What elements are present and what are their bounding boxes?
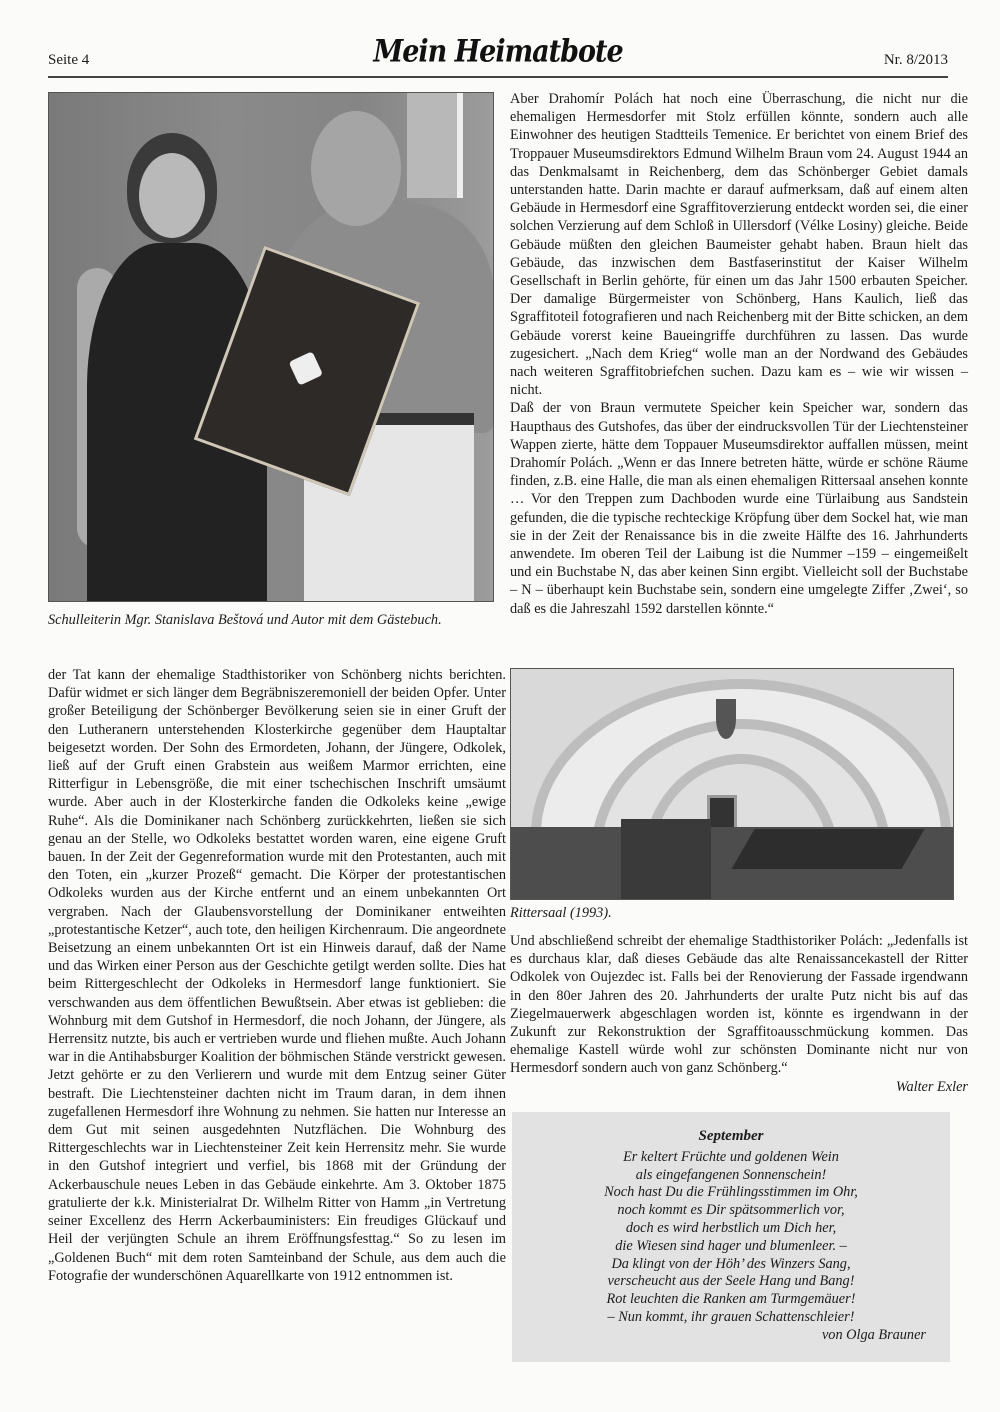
article-author: Walter Exler (895, 1078, 968, 1095)
poem-line: Er keltert Früchte und goldenen Wein (623, 1148, 839, 1165)
article-paragraph: Und abschließend schreibt der ehemalige Stadthistoriker Polách: „Jedenfalls ist es durchaus klar, daß dieses Gebäude das alte Renaissancekastell der Ritter Odkolek von Oujezdec ist. Falls bei der Renovierung der Fassade irgendwann in den 80er Jahren des 20. Jahrhunderts der uralte Putz nicht bis auf das Ziegelmauerwerk abgeschlagen worden ist, könnte es irgendwann in der Zukunft zur Rekonstruktion der Sgraffitoausschmückung kommen. Das ehemalige Kastell würde wohl zur schönsten Dominante nicht nur von Hermesdorf sondern auch von ganz Schönberg.“ (510, 933, 968, 1077)
poem-line: doch es wird herbstlich um Dich her, (625, 1219, 837, 1236)
poem-line: als eingefangenen Sonnenschein! (635, 1166, 827, 1183)
poem-line: noch kommt es Dir spätsommerlich vor, (617, 1202, 845, 1219)
poem-line: Noch hast Du die Frühlingsstimmen im Ohr, (604, 1184, 858, 1201)
photo-rittersaal (510, 668, 954, 900)
wall-painting (407, 93, 463, 198)
article-paragraph: Aber Drahomír Polách hat noch eine Überraschung, die nicht nur die ehemaligen Hermesdorfer mit Stolz erfüllen könnte, sondern auch alle Einwohner des heutigen Stadtteils Temenice. Er berichtet von einem Brief des Troppauer Museumsdirektors Edmund Wilhelm Braun vom 24. August 1944 an das Denkmalsamt in Reichenberg, dem das Schönberger Gebiet damals unterstanden hatte. Darin machte er darauf aufmerksam, daß auf einem alten Gebäude in Hermesdorf eine Sgraffitoverzierung entdeckt worden sei, die einer solchen Verzierung auf dem Schloß in Ullersdorf (Vélke Losiny) gleiche. Beide Gebäude müßten den gleichen Baumeister gehabt haben. Braun hielt das Gebäude, das inzwischen dem Bastfaserinstitut der Kaiser Wilhelm Gesellschaft in Berlin gehörte, für einen um das Jahr 1500 erbauten Speicher. Der damalige Bürgermeister von Schönberg, Hans Kaulich, ließ das Sgraffitoteil fotografieren und nach Reichenberg mit der Bitte schicken, an dem Gebäude vorerst keine Baueingriffe durchführen zu lassen. Das wurde zugesichert. „Nach dem Krieg“ wolle man an der Nordwand des Gebäudes nach weiteren Sgraffitobriefchen suchen. Dazu kam es – wie wir wissen – nicht. (510, 91, 968, 399)
photo-caption: Schulleiterin Mgr. Stanislava Beštová und Autor mit dem Gästebuch. (48, 612, 442, 628)
photo-caption: Rittersaal (1993). (510, 905, 612, 921)
poem-line: verscheucht aus der Seele Hang und Bang! (607, 1273, 855, 1290)
figure-woman-face (139, 153, 205, 238)
page-header (48, 33, 948, 78)
right-column-bottom (510, 932, 968, 1096)
article-paragraph: der Tat kann der ehemalige Stadthistoriker von Schönberg nichts berichten. Dafür widmet er sich länger dem Begräbniszeremoniell der beiden Opfer. Unter großer Beteiligung der Schönberger Bevölkerung seien sie in einer Gruft der den Lutheranern unterstehenden Klosterkirche gegenüber dem Hauptaltar beigesetzt worden. Der Sohn des Ermordeten, Johann, der Jüngere, Odkolek, ließ auf der Gruft einen Grabstein aus weißem Marmor errichten, eine Ritterfigur in Lebensgröße, die mit einer tschechischen Inschrift umsäumt wurde. Aber auch in der Klosterkirche fanden die Odkoleks keine „ewige Ruhe“. Als die Dominikaner nach Schönberg zurückkehrten, ließen sie sich genau an der Stelle, wo Odkoleks bestattet worden waren, eine eigene Gruft bauen. In der Zeit der Gegenreformation wurde mit den Protestanten, auch mit den Toten, ein „kurzer Prozeß“ gemacht. Die Körper der protestantischen Odkoleks wurden aus der Kirche entfernt und an einem unbekannten Ort vergraben. Nach der Glaubensvorstellung der Dominikaner entweihten „protestantische Ketzer“, auch tote, den heiligen Kirchenraum. Die angeordnete Beisetzung an einem unbekannten Ort ist ein Hinweis darauf, daß der Name und das Wirken einer Person aus der Geschichte getilgt werden sollte. Dies hat beim Rittergeschlecht der Odkoleks in Hermesdorf lange funktioniert. Sie verschwanden aus dem öffentlichen Bewußtsein. Aber etwas ist geblieben: die Wohnburg mit dem Gutshof in Hermesdorf, die noch Johann, der Jüngere, als Herrensitz nutzte, bis auch er vertrieben wurde und fliehen mußte. Auch Johann war in die Antihabsburger Koalition der böhmischen Stände verstrickt gewesen. Jetzt gehörte er zu den Verlierern und wurde mit dem Entzug seiner Güter bestraft. Die Liechtensteiner dachten nicht im Traum daran, in dem ihnen zugefallenen Hermesdorf ihre Wohnung zu nehmen. Sie hatten nur Interesse an dem Gut mit seinen ausgedehnten Nutzflächen. Die Wohnburg des Rittergeschlechts war in Liechtensteiner Zeit kein Herrensitz mehr. Sie wurde in den Gutshof integriert und verfiel, bis 1868 mit der Gründung der Ackerbauschule neues Leben in das Gebäude einkehrte. Am 3. Oktober 1875 gratulierte der k.k. Ministerialrat Dr. Wilhelm Ritter von Hamm „in Vertretung seiner Excellenz des Herrn Ackerbauministers: Ein freudiges Glückauf und Heil der verjüngten Schule an ihrem Eröffnungsfesttag.“ So zu lesen im „Goldenen Buch“ mit dem roten Samteinband der Schule, aus dem auch die Fotografie der wunderschönen Aquarellkarte von 1912 entnommen ist. (48, 667, 506, 1284)
page-number: Seite 4 (48, 52, 90, 68)
poem-title: September (698, 1128, 764, 1144)
figure-man-head (311, 111, 401, 226)
right-column-top (510, 90, 968, 618)
header-rule (48, 76, 948, 78)
left-column (48, 666, 506, 1285)
tables-right (731, 829, 924, 869)
book-ornament-icon (289, 351, 324, 386)
chandelier (716, 699, 736, 739)
poem-line: – Nun kommt, ihr grauen Schattenschleier! (607, 1308, 855, 1325)
poem-box (512, 1112, 950, 1362)
article-paragraph: Daß der von Braun vermutete Speicher kein Speicher war, sondern das Haupthaus des Gutshofes, das über der eindrucksvollen Tür der Liechtensteiner Wappen zierte, hätte dem Toppauer Museumsdirektor auffallen müssen, meint Drahomír Polách. „Wenn er das Innere betreten hätte, würde er schöne Räume finden, z.B. eine Halle, die man als einen ehemaligen Rittersaal ansehen konnte … Vor den Treppen zum Dachboden wurde eine Türlaibung aus Sandstein gefunden, die die typische rechteckige Kröpfung über dem Sockel hat, wie man sie in der Zeit der Renaissance bis in die zweite Hälfte des 16. Jahrhunderts anwendete. Im oberen Teil der Laibung ist die Nummer –159 – eingemeißelt und ein Buchstabe N, das aber keinen Sinn ergibt. Vielleicht soll der Buchstabe – N – überhaupt kein Buchstabe sein, sondern eine umgelegte Ziffer ‚Zwei‘, so daß es die Jahreszahl 1592 darstellen könnte.“ (510, 400, 968, 617)
issue-number: Nr. 8/2013 (883, 52, 948, 68)
poem-line: die Wiesen sind hager und blumenleer. – (615, 1237, 847, 1254)
poem-author: von Olga Brauner (821, 1326, 926, 1343)
poem-line: Rot leuchten die Ranken am Turmgemäuer! (606, 1291, 856, 1308)
photo-guestbook (48, 92, 494, 602)
poem-line: Da klingt von der Höh’ des Winzers Sang, (611, 1255, 851, 1272)
masthead-logo: Mein Heimatbote (373, 33, 623, 70)
tables-left (621, 819, 711, 899)
